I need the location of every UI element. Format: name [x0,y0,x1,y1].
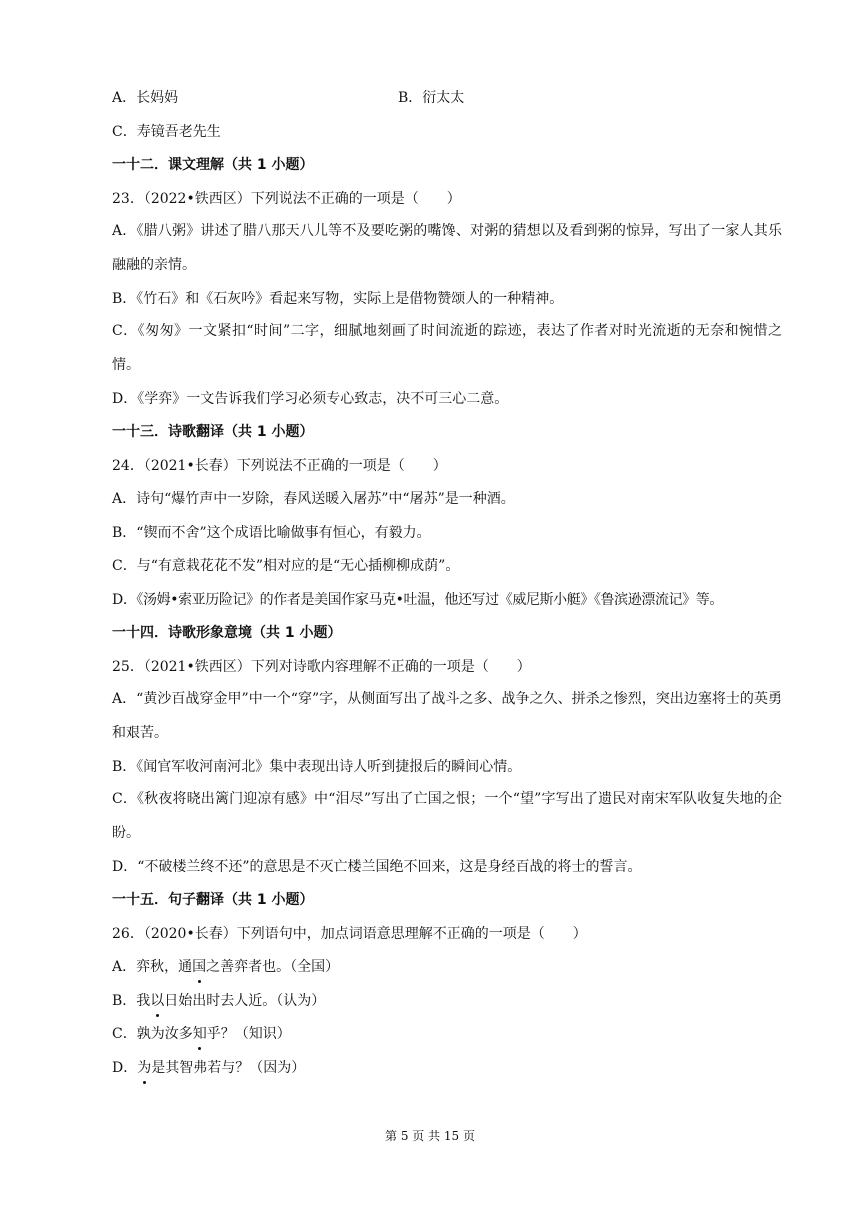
question-26: 26．（2020•长春）下列语句中，加点词语意思理解不正确的一项是（ ） [112,925,587,942]
q26-option-d [112,1058,782,1078]
q26-option-b-pre: B．我 [112,992,151,1009]
q26-option-a-post: 之善弈者也。（全国） [206,959,340,975]
q22-option-a: A．长妈妈 [112,90,179,106]
q25-option-d: D．“不破楼兰终不还”的意思是不灭亡楼兰国绝不回来，这是身经百战的将士的誓言。 [112,858,642,875]
q26-option-d-pre: D． [112,1059,138,1076]
section-heading-13: 一十三．诗歌翻译（共 1 小题） [112,424,314,440]
q25-option-a: A．“黄沙百战穿金甲”中一个“穿”字，从侧面写出了战斗之多、战争之久、拼杀之惨烈，突出边塞将士的英勇和艰苦。 [112,691,782,741]
q22-options-row [112,88,782,108]
q26-option-c-pre: C．孰为汝多 [112,1026,193,1042]
q26-option-a [112,957,782,977]
q26-option-a-dotted-word: 国 [192,959,207,975]
q23-option-b: B．《竹石》和《石灰吟》看起来写物，实际上是借物赞颂人的一种精神。 [112,290,564,307]
q26-option-c-post: 乎？（知识） [206,1026,291,1042]
q24-option-d: D．《汤姆•索亚历险记》的作者是美国作家马克•吐温，他还写过《威尼斯小艇》《鲁滨逊漂流记》等。 [112,591,723,608]
q26-option-c-dotted-word: 知 [192,1026,207,1042]
section-heading-15: 一十五．句子翻译（共 1 小题） [112,892,314,908]
q23-option-d: D．《学弈》一文告诉我们学习必须专心致志，决不可三心二意。 [112,390,509,407]
q26-option-b [112,991,782,1011]
q26-option-c [112,1024,782,1044]
q22-option-c: C．寿镜吾老先生 [112,123,221,140]
q22-option-b: B．衍太太 [398,90,465,106]
q26-option-b-post: 日始出时去人近。（认为） [164,992,326,1009]
page-number-footer: 第 5 页 共 15 页 [385,1129,475,1143]
q24-option-a: A．诗句“爆竹声中一岁除，春风送暖入屠苏”中“屠苏”是一种酒。 [112,491,515,507]
q23-option-c: C．《匆匆》一文紧扣“时间”二字，细腻地刻画了时间流逝的踪迹，表达了作者对时光流逝的无奈和惋惜之情。 [112,323,782,373]
q26-option-b-dotted-word: 以 [150,992,165,1009]
q26-option-d-dotted-word: 为 [137,1059,152,1076]
question-25: 25．（2021•铁西区）下列对诗歌内容理解不正确的一项是（ ） [112,658,531,675]
document-page [112,88,782,1091]
q25-option-b: B．《闻官军收河南河北》集中表现出诗人听到捷报后的瞬间心情。 [112,758,522,775]
question-24: 24．（2021•长春）下列说法不正确的一项是（ ） [112,457,447,474]
q25-option-c: C．《秋夜将晓出篱门迎凉有感》中“泪尽”写出了亡国之恨；一个“望”字写出了遗民对南宋军队收复失地的企盼。 [112,791,782,841]
section-heading-12: 一十二．课文理解（共 1 小题） [112,157,314,173]
section-heading-14: 一十四．诗歌形象意境（共 1 小题） [112,625,342,641]
q24-option-c: C．与“有意栽花花不发”相对应的是“无心插柳柳成荫”。 [112,558,460,574]
q24-option-b: B．“锲而不舍”这个成语比喻做事有恒心，有毅力。 [112,524,431,541]
q23-option-a: A．《腊八粥》讲述了腊八那天八儿等不及要吃粥的嘴馋、对粥的猜想以及看到粥的惊异，写出了一家人其乐融融的亲情。 [112,223,782,273]
q26-option-a-pre: A．弈秋，通 [112,959,193,975]
q26-option-d-post: 是其智弗若与？（因为） [151,1059,306,1076]
question-23: 23．（2022•铁西区）下列说法不正确的一项是（ ） [112,190,461,207]
